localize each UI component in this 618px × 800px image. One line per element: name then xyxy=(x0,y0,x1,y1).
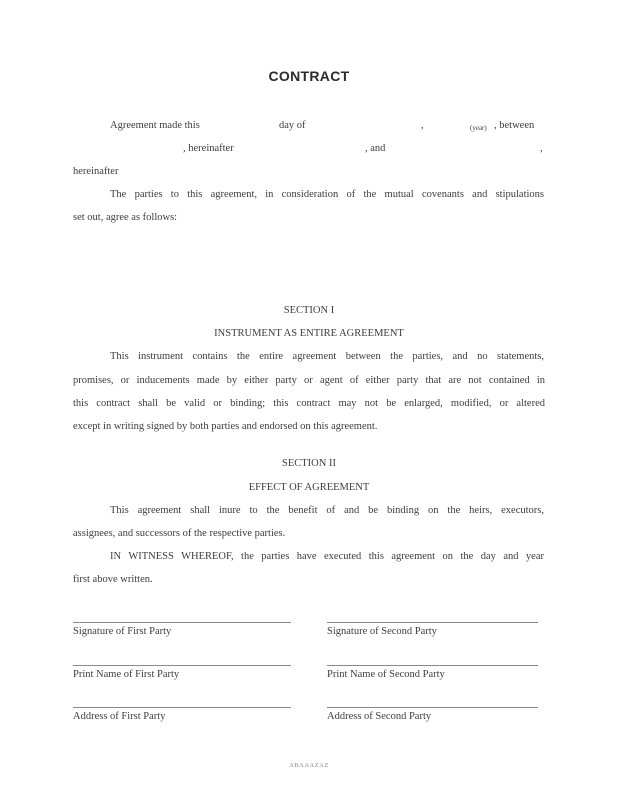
preamble-comma: , xyxy=(421,120,424,131)
signature-second-party-label: Signature of Second Party xyxy=(327,626,437,637)
signature-first-party-label: Signature of First Party xyxy=(73,626,172,637)
witness-line-1: IN WITNESS WHEREOF, the parties have executed this agreement on the day and year xyxy=(110,551,544,562)
section-1-line-2: promises, or inducements made by either party or agent of either party that are not contained in xyxy=(73,375,545,386)
section-2-line-1: This agreement shall inure to the benefit of and be binding on the heirs, executors, xyxy=(110,505,544,516)
intro-line-2: set out, agree as follows: xyxy=(73,212,178,223)
preamble-year: (year) xyxy=(470,124,487,132)
preamble-hereinafter-2: hereinafter xyxy=(73,166,119,177)
preamble-comma-2: , xyxy=(540,143,543,154)
signature-line-first-party[interactable] xyxy=(73,622,291,623)
preamble-hereinafter-1: , hereinafter xyxy=(183,143,234,154)
preamble-between: , between xyxy=(494,120,535,131)
print-name-second-party-label: Print Name of Second Party xyxy=(327,669,445,680)
section-1-heading: SECTION I xyxy=(283,305,335,316)
preamble-agreement-made-this: Agreement made this xyxy=(110,120,200,131)
section-1-line-1: This instrument contains the entire agreement between the parties, and no statements, xyxy=(110,351,544,362)
address-line-second-party[interactable] xyxy=(327,707,538,708)
preamble-and: , and xyxy=(365,143,386,154)
section-2-title: EFFECT OF AGREEMENT xyxy=(248,482,370,493)
print-name-first-party-label: Print Name of First Party xyxy=(73,669,180,680)
section-1-line-4: except in writing signed by both parties and endorsed on this agreement. xyxy=(73,421,378,432)
footer-code: ABAAAZAZ xyxy=(289,762,329,769)
section-1-line-3: this contract shall be valid or binding; this contract may not be enlarged, modified, or altered xyxy=(73,398,545,409)
section-2-heading: SECTION II xyxy=(282,458,336,469)
print-name-line-first-party[interactable] xyxy=(73,665,291,666)
preamble-day-of: day of xyxy=(279,120,306,131)
section-2-line-2: assignees, and successors of the respective parties. xyxy=(73,528,286,539)
address-line-first-party[interactable] xyxy=(73,707,291,708)
address-second-party-label: Address of Second Party xyxy=(327,711,432,722)
signature-line-second-party[interactable] xyxy=(327,622,538,623)
intro-line-1: The parties to this agreement, in consideration of the mutual covenants and stipulations xyxy=(110,189,544,200)
witness-line-2: first above written. xyxy=(73,574,153,585)
section-1-title: INSTRUMENT AS ENTIRE AGREEMENT xyxy=(214,328,404,339)
print-name-line-second-party[interactable] xyxy=(327,665,538,666)
address-first-party-label: Address of First Party xyxy=(73,711,166,722)
document-title: CONTRACT xyxy=(268,68,350,84)
